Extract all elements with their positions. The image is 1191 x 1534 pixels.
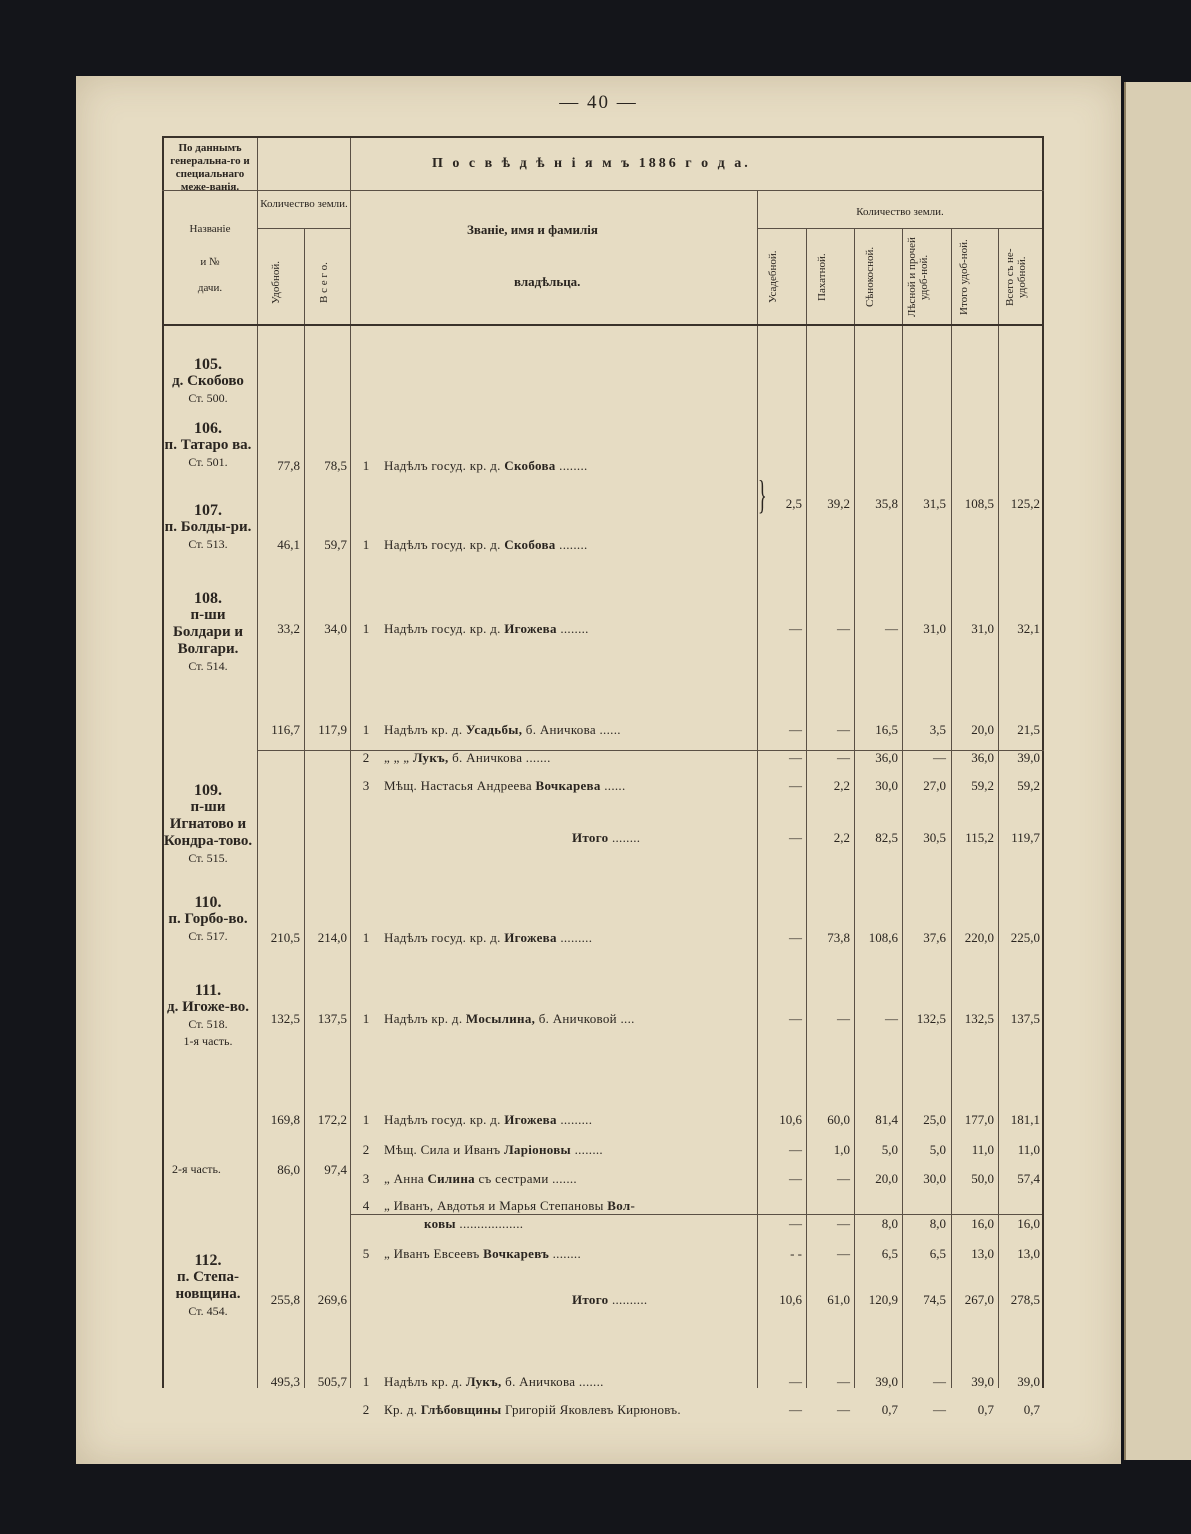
row-number: 1 xyxy=(362,537,370,552)
owner-tail: Григорій Яковлевъ Кирюновъ. xyxy=(501,1402,681,1417)
vsego-value: 34,0 xyxy=(324,621,347,636)
land-value: — xyxy=(789,1402,802,1417)
owner-text: „ Иванъ Евсеевъ xyxy=(384,1246,484,1261)
land-value: — xyxy=(837,1246,850,1261)
dacha-number: 109. xyxy=(194,782,222,799)
owner-tail: ........ xyxy=(555,458,588,473)
land-value: 2,2 xyxy=(833,830,850,845)
land-value: 125,2 xyxy=(1010,496,1040,511)
dacha-header-word: дачи. xyxy=(197,282,223,294)
land-value: 32,1 xyxy=(1017,621,1040,636)
owner-tail: б. Аничкова ....... xyxy=(501,1374,604,1389)
land-value: 0,7 xyxy=(1023,1402,1040,1417)
owner-text: Надѣлъ кр. д. xyxy=(384,1374,466,1389)
land-value: 13,0 xyxy=(1017,1246,1040,1261)
land-qty-right-header: Количество земли. xyxy=(856,206,944,218)
dacha-st: Ст. 514. xyxy=(188,659,228,673)
land-value: 267,0 xyxy=(964,1292,994,1307)
dacha-st: Ст. 515. xyxy=(188,851,228,865)
vsego-value: 78,5 xyxy=(324,458,347,473)
dacha-st: Ст. 518. xyxy=(188,1017,228,1031)
owner-bold-name: Лукъ, xyxy=(465,1374,502,1389)
brace-symbol: } xyxy=(758,472,767,517)
land-value: 11,0 xyxy=(971,1142,994,1157)
row-number: 2 xyxy=(362,750,370,765)
dacha-part-1: 1-я часть. xyxy=(183,1034,233,1048)
land-value: — xyxy=(789,1142,802,1157)
land-value: 132,5 xyxy=(964,1011,994,1026)
land-value: 25,0 xyxy=(923,1112,946,1127)
land-value: 132,5 xyxy=(916,1011,946,1026)
land-value: 27,0 xyxy=(923,778,946,793)
row-number: 2 xyxy=(362,1142,370,1157)
total-row-label xyxy=(572,1292,647,1308)
land-value: — xyxy=(789,1011,802,1026)
land-value: — xyxy=(885,621,898,636)
page-number: — 40 — xyxy=(559,92,638,113)
land-value: 39,0 xyxy=(971,1374,994,1389)
land-value: 1,0 xyxy=(833,1142,850,1157)
row-number: 1 xyxy=(362,1011,370,1026)
land-value: 10,6 xyxy=(779,1292,802,1307)
col-header-senokosnoi: Сѣнокосной. xyxy=(864,246,876,308)
owner-name xyxy=(384,1402,681,1418)
owner-tail: ........ xyxy=(549,1246,582,1261)
owner-text: Надѣлъ госуд. кр. д. xyxy=(384,458,505,473)
vsego-value: 505,7 xyxy=(317,1374,347,1389)
row-number: 1 xyxy=(362,1112,370,1127)
udob-value: 77,8 xyxy=(277,458,300,473)
row-number: 1 xyxy=(362,722,370,737)
total-rule xyxy=(350,1214,1042,1215)
owner-name xyxy=(384,1112,592,1128)
owner-name xyxy=(384,1198,635,1214)
col-header-lesnoi: Лѣсной и прочей удоб-ной. xyxy=(906,237,930,317)
land-value: — xyxy=(837,1011,850,1026)
land-value: 73,8 xyxy=(827,930,850,945)
owner-bold-name: Вочкаревъ xyxy=(483,1246,550,1261)
col-header-itogo: Итого удоб-ной. xyxy=(958,239,970,315)
owner-text: Мѣщ. Настасья Андреева xyxy=(384,778,536,793)
row-number: 1 xyxy=(362,621,370,636)
owner-tail: ........ xyxy=(608,830,641,845)
land-value: 81,4 xyxy=(875,1112,898,1127)
land-value: 82,5 xyxy=(875,830,898,845)
land-value: 10,6 xyxy=(779,1112,802,1127)
owner-text: Надѣлъ госуд. кр. д. xyxy=(384,621,505,636)
land-value: — xyxy=(789,1374,802,1389)
land-qty-header: Количество земли. xyxy=(260,198,348,210)
adjacent-page-edge xyxy=(1124,82,1191,1460)
owner-bold-name: Игожева xyxy=(504,621,557,636)
dacha-number: 110. xyxy=(194,894,222,911)
book-page xyxy=(76,76,1121,1464)
land-value: — xyxy=(933,1402,946,1417)
dacha-name: д. Игоже-во. xyxy=(167,999,249,1015)
owner-bold-name: Мосылина, xyxy=(465,1011,536,1026)
dacha-109 xyxy=(162,782,254,867)
dacha-name: п. Степа-новщина. xyxy=(175,1269,241,1302)
row-number: 3 xyxy=(362,1171,370,1186)
owner-name xyxy=(384,1142,603,1158)
vsego-header: В с е г о. xyxy=(318,262,330,304)
land-value: 39,0 xyxy=(1017,1374,1040,1389)
owner-text: „ Иванъ, Авдотья и Марья Степановы xyxy=(384,1198,608,1213)
owner-bold-name: Ларіоновы xyxy=(503,1142,572,1157)
land-value: 31,5 xyxy=(923,496,946,511)
header-rule xyxy=(757,228,1042,229)
owner-name xyxy=(424,1216,523,1232)
udob-value: 116,7 xyxy=(271,722,300,737)
land-value: 36,0 xyxy=(971,750,994,765)
owner-bold-name: ковы xyxy=(424,1216,456,1231)
land-value: 6,5 xyxy=(881,1246,898,1261)
total-row-label xyxy=(572,830,640,846)
land-value: 120,9 xyxy=(868,1292,898,1307)
row-number: 3 xyxy=(362,778,370,793)
owner-text: Кр. д. xyxy=(384,1402,421,1417)
row-number: 1 xyxy=(362,930,370,945)
dacha-name: п-ши Игнатово и Кондра-тово. xyxy=(163,799,253,849)
land-value: — xyxy=(933,750,946,765)
udob-subtotal: 255,8 xyxy=(270,1292,300,1307)
owner-header-sub: владѣльца. xyxy=(514,274,581,289)
land-value: 31,0 xyxy=(971,621,994,636)
land-value: 119,7 xyxy=(1011,830,1040,845)
owner-tail: ......... xyxy=(556,1112,593,1127)
vsego-value: 97,4 xyxy=(324,1162,347,1177)
land-value: 278,5 xyxy=(1010,1292,1040,1307)
dacha-112 xyxy=(162,1252,254,1320)
dacha-number: 111. xyxy=(194,982,222,999)
dacha-st: Ст. 517. xyxy=(188,929,228,943)
owner-tail: б. Аничкова ....... xyxy=(448,750,551,765)
header-left-top: По даннымъ генеральна-го и специальнаго меже-ванія. xyxy=(170,142,250,193)
vsego-value: 117,9 xyxy=(318,722,347,737)
dacha-name: п-ши Болдари и Волгари. xyxy=(172,607,244,657)
land-value: 30,0 xyxy=(923,1171,946,1186)
land-value: 36,0 xyxy=(875,750,898,765)
land-value: 37,6 xyxy=(923,930,946,945)
land-value: 225,0 xyxy=(1010,930,1040,945)
header-bottom-rule xyxy=(162,324,1044,326)
land-value: — xyxy=(933,1374,946,1389)
land-value: 5,0 xyxy=(881,1142,898,1157)
land-value: — xyxy=(789,750,802,765)
vsego-value: 137,5 xyxy=(317,1011,347,1026)
owner-text: Надѣлъ кр. д. xyxy=(384,722,466,737)
dacha-st: Ст. 501. xyxy=(188,455,228,469)
land-value: 61,0 xyxy=(827,1292,850,1307)
owner-bold-name: Скобова xyxy=(504,458,556,473)
owner-bold-name: Итого xyxy=(572,830,609,845)
udob-value: 210,5 xyxy=(270,930,300,945)
udob-value: 169,8 xyxy=(270,1112,300,1127)
land-value: — xyxy=(789,722,802,737)
dacha-header-no: и № xyxy=(200,256,220,268)
owner-text: Мѣщ. Сила и Иванъ xyxy=(384,1142,504,1157)
dacha-111 xyxy=(162,982,254,1050)
land-value: 0,7 xyxy=(881,1402,898,1417)
dacha-number: 105. xyxy=(194,356,222,373)
vsego-value: 172,2 xyxy=(317,1112,347,1127)
owner-tail: б. Аничковой .... xyxy=(535,1011,635,1026)
dacha-105 xyxy=(162,356,254,407)
row-number: 1 xyxy=(362,1374,370,1389)
dacha-st: Ст. 513. xyxy=(188,537,228,551)
owner-text: Надѣлъ госуд. кр. д. xyxy=(384,1112,505,1127)
vsego-value: 214,0 xyxy=(317,930,347,945)
owner-tail: ...... xyxy=(600,778,626,793)
owner-bold-name: Лукъ, xyxy=(412,750,449,765)
udob-value: 86,0 xyxy=(277,1162,300,1177)
owner-bold-name: Вочкарева xyxy=(535,778,601,793)
dacha-number: 112. xyxy=(194,1252,222,1269)
dacha-header-name: Названіе xyxy=(189,223,231,235)
row-number: 4 xyxy=(362,1198,370,1213)
owner-bold-name: Игожева xyxy=(504,930,557,945)
owner-tail: ........ xyxy=(555,537,588,552)
header-rule xyxy=(257,228,350,229)
owner-name xyxy=(384,1011,635,1027)
owner-text: Надѣлъ госуд. кр. д. xyxy=(384,537,505,552)
udob-value: 33,2 xyxy=(277,621,300,636)
owner-bold-name: Вол- xyxy=(607,1198,636,1213)
land-value: 16,0 xyxy=(971,1216,994,1231)
land-value: 11,0 xyxy=(1017,1142,1040,1157)
land-value: — xyxy=(789,830,802,845)
land-value: 20,0 xyxy=(875,1171,898,1186)
owner-name xyxy=(384,621,589,637)
land-value: — xyxy=(789,778,802,793)
row-number: 2 xyxy=(362,1402,370,1417)
dacha-number: 108. xyxy=(194,590,222,607)
land-value: 39,2 xyxy=(827,496,850,511)
land-value: 2,5 xyxy=(785,496,802,511)
owner-tail: .......... xyxy=(608,1292,648,1307)
land-value: — xyxy=(837,1374,850,1389)
land-value: 59,2 xyxy=(1017,778,1040,793)
owner-tail: ........ xyxy=(556,621,589,636)
owner-text: „ „ „ xyxy=(384,750,413,765)
owner-bold-name: Усадьбы, xyxy=(465,722,523,737)
land-value: 137,5 xyxy=(1010,1011,1040,1026)
land-value: 50,0 xyxy=(971,1171,994,1186)
land-value: 30,5 xyxy=(923,830,946,845)
owner-text: Надѣлъ кр. д. xyxy=(384,1011,466,1026)
udob-value: 132,5 xyxy=(270,1011,300,1026)
owner-tail: ......... xyxy=(556,930,593,945)
land-value: 16,0 xyxy=(1017,1216,1040,1231)
land-value: 39,0 xyxy=(1017,750,1040,765)
land-value: 8,0 xyxy=(881,1216,898,1231)
dacha-st: Ст. 500. xyxy=(188,391,228,405)
land-value: — xyxy=(837,1216,850,1231)
land-value: 8,0 xyxy=(929,1216,946,1231)
col-header-pakhatnoi: Пахатной. xyxy=(816,253,828,301)
land-value: — xyxy=(837,1402,850,1417)
udob-value: 46,1 xyxy=(277,537,300,552)
land-value: 3,5 xyxy=(929,722,946,737)
land-value: 13,0 xyxy=(971,1246,994,1261)
land-value: 39,0 xyxy=(875,1374,898,1389)
land-value: — xyxy=(837,621,850,636)
owner-header: Званіе, имя и фамилія xyxy=(467,222,598,237)
dacha-name: д. Скобово xyxy=(172,373,244,389)
row-number: 1 xyxy=(362,458,370,473)
owner-name xyxy=(384,930,592,946)
vsego-subtotal: 269,6 xyxy=(317,1292,347,1307)
owner-name xyxy=(384,1171,577,1187)
vsego-value: 59,7 xyxy=(324,537,347,552)
owner-tail: съ сестрами ....... xyxy=(474,1171,577,1186)
land-value: 177,0 xyxy=(964,1112,994,1127)
land-value: 108,6 xyxy=(868,930,898,945)
owner-name xyxy=(384,458,588,474)
land-value: - - xyxy=(790,1246,802,1261)
owner-name xyxy=(384,1374,604,1390)
owner-bold-name: Силина xyxy=(427,1171,475,1186)
dacha-108 xyxy=(162,590,254,675)
owner-bold-name: Скобова xyxy=(504,537,556,552)
land-value: 6,5 xyxy=(929,1246,946,1261)
land-value: 181,1 xyxy=(1010,1112,1040,1127)
land-value: 74,5 xyxy=(923,1292,946,1307)
dacha-107 xyxy=(162,502,254,553)
land-value: 35,8 xyxy=(875,496,898,511)
dacha-part-2: 2-я часть. xyxy=(172,1162,221,1176)
land-value: 21,5 xyxy=(1017,722,1040,737)
owner-bold-name: Итого xyxy=(572,1292,609,1307)
land-value: — xyxy=(789,621,802,636)
land-value: 115,2 xyxy=(965,830,994,845)
land-value: — xyxy=(789,1216,802,1231)
land-value: 30,0 xyxy=(875,778,898,793)
land-value: 2,2 xyxy=(833,778,850,793)
land-value: — xyxy=(837,722,850,737)
udobnoi-header: Удобной. xyxy=(270,261,282,305)
land-value: 20,0 xyxy=(971,722,994,737)
land-value: 220,0 xyxy=(964,930,994,945)
land-table xyxy=(162,136,1044,1417)
land-value: — xyxy=(789,1171,802,1186)
owner-tail: ........ xyxy=(571,1142,603,1157)
col-header-usadebnoi: Усадебной. xyxy=(767,250,779,304)
land-value: 0,7 xyxy=(977,1402,994,1417)
dacha-name: п. Болды-ри. xyxy=(164,519,252,535)
col-header-vsego: Всего съ не-удобной. xyxy=(1004,248,1028,306)
dacha-st: Ст. 454. xyxy=(188,1304,228,1318)
land-value: 60,0 xyxy=(827,1112,850,1127)
land-value: 16,5 xyxy=(875,722,898,737)
dacha-name: п. Татаро ва. xyxy=(164,437,252,453)
row-number: 5 xyxy=(362,1246,370,1261)
header-rule xyxy=(162,190,1044,191)
header-right-top: П о с в ѣ д ѣ н і я м ъ 1886 г о д а. xyxy=(432,156,751,171)
owner-tail: .................. xyxy=(455,1216,524,1231)
owner-bold-name: Игожева xyxy=(504,1112,557,1127)
owner-text: „ Анна xyxy=(384,1171,428,1186)
owner-text: Надѣлъ госуд. кр. д. xyxy=(384,930,505,945)
owner-name xyxy=(384,778,626,794)
owner-bold-name: Глѣбовщины xyxy=(420,1402,502,1417)
land-value: — xyxy=(837,750,850,765)
owner-name xyxy=(384,1246,581,1262)
col-divider xyxy=(304,228,305,1388)
land-value: 31,0 xyxy=(923,621,946,636)
dacha-number: 106. xyxy=(194,420,222,437)
dacha-110 xyxy=(162,894,254,945)
udob-value: 495,3 xyxy=(270,1374,300,1389)
owner-name xyxy=(384,722,621,738)
land-value: 59,2 xyxy=(971,778,994,793)
dacha-number: 107. xyxy=(194,502,222,519)
land-value: — xyxy=(885,1011,898,1026)
land-value: 5,0 xyxy=(929,1142,946,1157)
dacha-name: п. Горбо-во. xyxy=(168,911,248,927)
owner-name xyxy=(384,537,588,553)
land-value: 57,4 xyxy=(1017,1171,1040,1186)
land-value: — xyxy=(837,1171,850,1186)
dacha-106 xyxy=(162,420,254,471)
owner-name xyxy=(384,750,551,766)
land-value: — xyxy=(789,930,802,945)
owner-tail: б. Аничкова ...... xyxy=(522,722,621,737)
land-value: 108,5 xyxy=(964,496,994,511)
